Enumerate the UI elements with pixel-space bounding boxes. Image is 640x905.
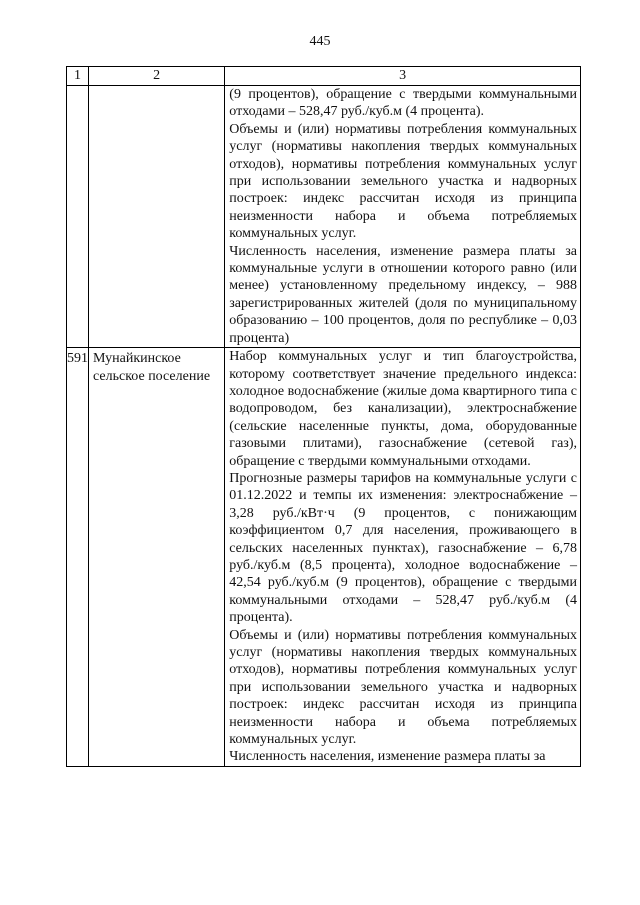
paragraph: Численность населения, изменение размера платы за: [229, 749, 546, 765]
paragraph: (9 процентов), обращение с твердыми коммунальными отходами – 528,47 руб./куб.м (4 процента).: [229, 87, 577, 120]
paragraph: Набор коммунальных услуг и тип благоустройства, которому соответствует значение предельного индекса: холодное водоснабжение (жилые дома квартирного типа с водопроводом, без канализации), электроснабжение (сельские населенные пункты, дома, оборудованные газовыми плитами), газоснабжение (сетевой газ), обращение с твердыми коммунальными отходами.: [229, 349, 577, 469]
paragraph: Прогнозные размеры тарифов на коммунальные услуги с 01.12.2022 и темпы их изменения: электроснабжение – 3,28 руб./кВт·ч (9 процентов, с понижающим коэффициентом 0,7 для населения, проживающего в сельских населенных пунктах), газоснабжение – 6,78 руб./куб.м (8,5 процента), холодное водоснабжение – 42,54 руб./куб.м (9 процентов), обращение с твердыми коммунальными отходами – 528,47 руб./куб.м (4 процента).: [229, 470, 577, 626]
table-row: [67, 86, 581, 348]
tariff-table: [66, 66, 581, 767]
table-header-row: [67, 67, 581, 86]
row-content: [225, 348, 581, 767]
header-col-3: 3: [225, 67, 581, 86]
row-number: 591: [67, 348, 89, 767]
page-number: 445: [309, 34, 331, 49]
row-content: [225, 86, 581, 348]
header-col-1: 1: [67, 67, 89, 86]
table-row: [67, 348, 581, 767]
municipality-name: [89, 86, 225, 348]
paragraph: Численность населения, изменение размера платы за коммунальные услуги в отношении которого равно (или менее) установленному предельному индексу, – 988 зарегистрированных жителей (доля по муниципальному образованию – 100 процентов, доля по республике – 0,03 процента): [229, 243, 577, 346]
municipality-name: Мунайкинское сельское поселение: [89, 348, 225, 767]
header-col-2: 2: [89, 67, 225, 86]
row-number: [67, 86, 89, 348]
paragraph: Объемы и (или) нормативы потребления коммунальных услуг (нормативы накопления твердых коммунальных отходов), нормативы потребления коммунальных услуг при использовании земельного участка и надворных построек: индекс рассчитан исходя из принципа неизменности набора и объема потребляемых коммунальных услуг.: [229, 627, 577, 748]
paragraph: Объемы и (или) нормативы потребления коммунальных услуг (нормативы накопления твердых коммунальных отходов), нормативы потребления коммунальных услуг при использовании земельного участка и надворных построек: индекс рассчитан исходя из принципа неизменности набора и объема потребляемых коммунальных услуг.: [229, 121, 577, 242]
